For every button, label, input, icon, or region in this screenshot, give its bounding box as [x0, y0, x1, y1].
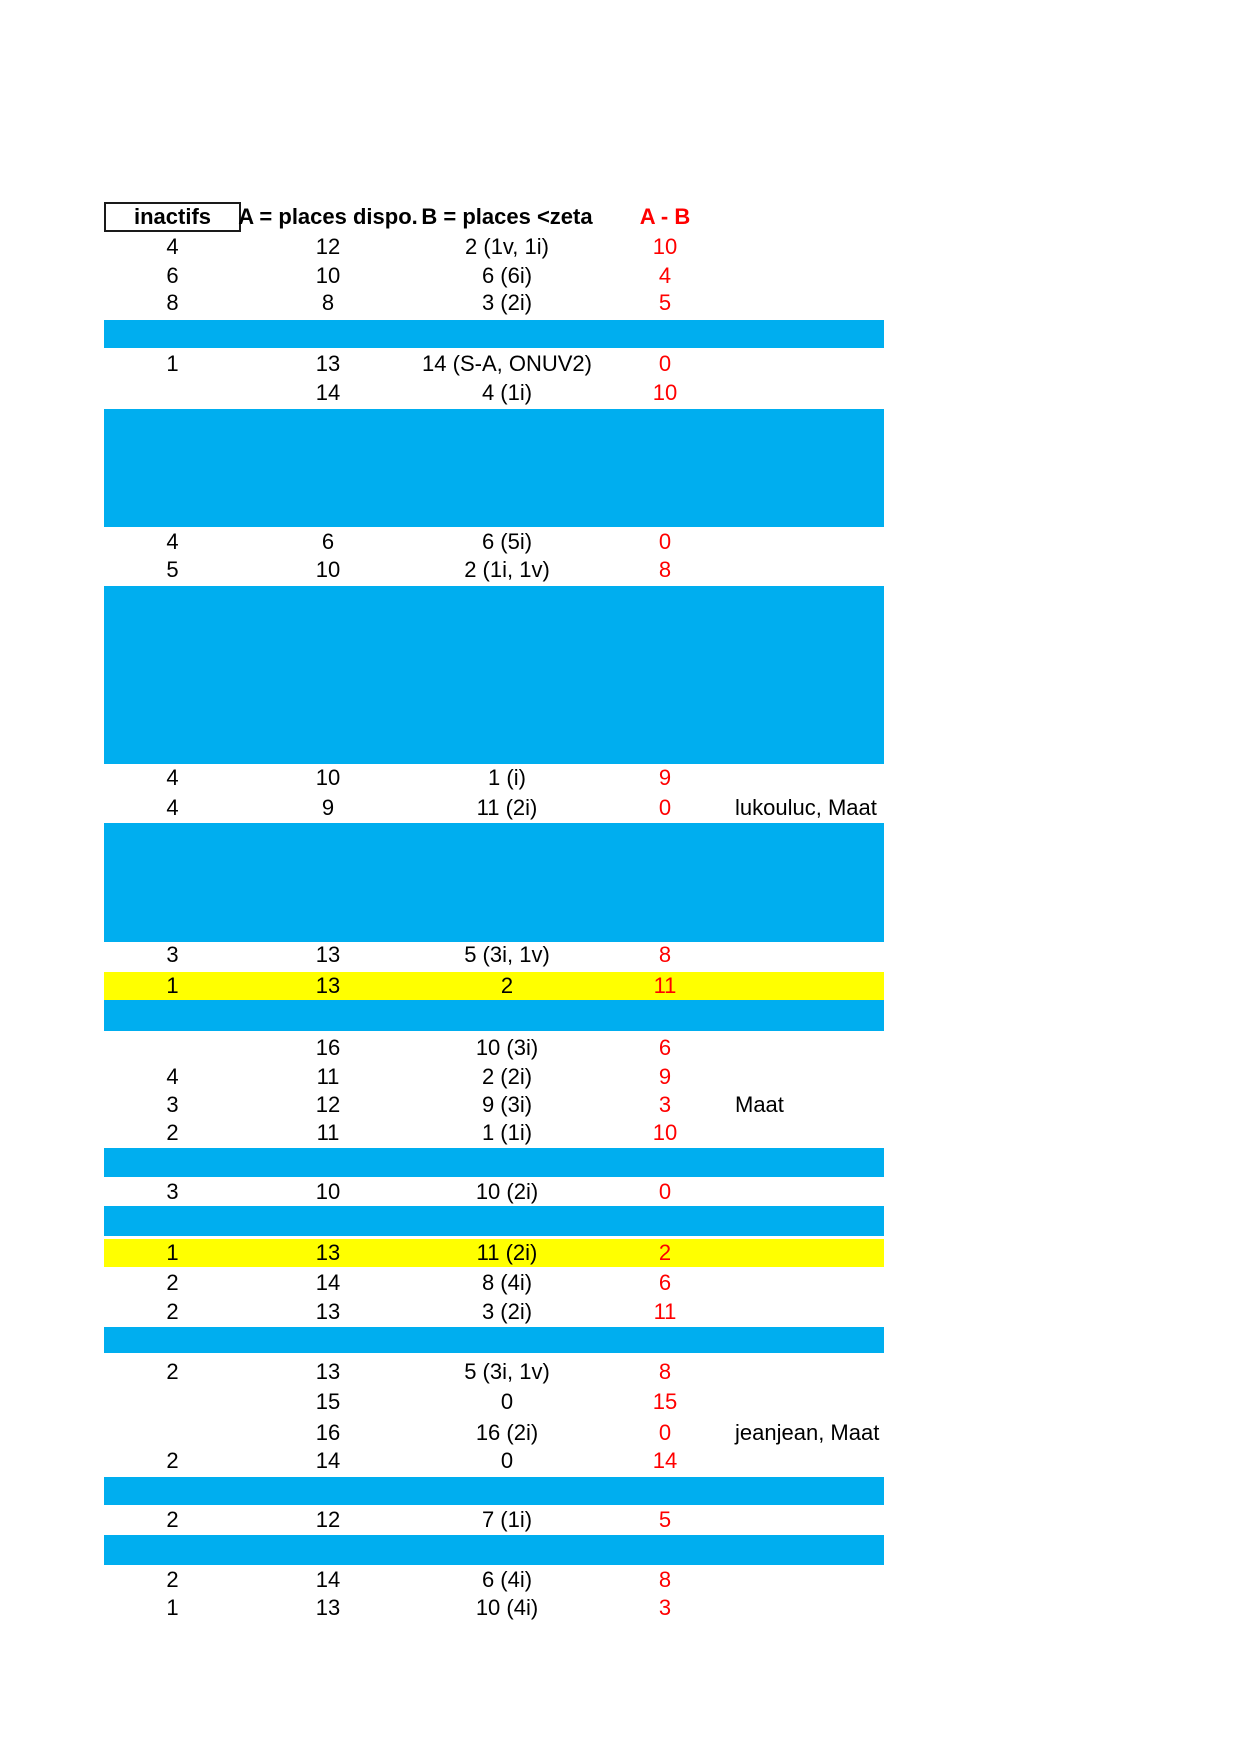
- blue-band: [104, 1000, 884, 1031]
- blue-band: [104, 1206, 884, 1236]
- cell-a-minus-b: 11: [653, 1299, 677, 1324]
- cell-places-zeta: 4 (1i): [481, 380, 533, 405]
- cell-places-zeta: 0: [500, 1448, 514, 1473]
- cell-places-zeta: 6 (4i): [481, 1567, 533, 1592]
- cell-inactifs: 1: [166, 973, 179, 998]
- cell-a-minus-b: 9: [658, 765, 672, 790]
- cell-places-dispo: 13: [315, 973, 341, 998]
- cell-places-zeta: 5 (3i, 1v): [464, 1359, 550, 1384]
- cell-inactifs: 2: [166, 1359, 179, 1384]
- cell-places-zeta: 14 (S-A, ONUV2): [422, 351, 592, 376]
- cell-a-minus-b: 0: [658, 1179, 672, 1204]
- cell-places-dispo: 12: [315, 234, 341, 259]
- cell-places-dispo: 14: [315, 1448, 341, 1473]
- header-col-a: A = places dispo.: [238, 204, 418, 229]
- cell-places-dispo: 12: [315, 1507, 341, 1532]
- cell-places-dispo: 10: [315, 1179, 341, 1204]
- cell-places-zeta: 2 (2i): [481, 1064, 533, 1089]
- header-col-diff: A - B: [639, 204, 691, 229]
- cell-places-dispo: 12: [315, 1092, 341, 1117]
- cell-places-dispo: 14: [315, 1567, 341, 1592]
- cell-a-minus-b: 0: [658, 529, 672, 554]
- cell-places-dispo: 11: [316, 1120, 340, 1145]
- cell-places-dispo: 10: [315, 263, 341, 288]
- header-inactifs-box: [104, 202, 241, 232]
- cell-inactifs: 3: [166, 942, 179, 967]
- blue-band: [104, 320, 884, 348]
- cell-a-minus-b: 0: [658, 795, 672, 820]
- cell-inactifs: 4: [166, 795, 179, 820]
- cell-places-zeta: 6 (6i): [481, 263, 533, 288]
- cell-places-zeta: 3 (2i): [481, 290, 533, 315]
- cell-a-minus-b: 14: [652, 1448, 678, 1473]
- cell-inactifs: 2: [166, 1507, 179, 1532]
- cell-places-zeta: 10 (3i): [475, 1035, 539, 1060]
- header-col-b: B = places <zeta: [421, 204, 593, 229]
- cell-places-dispo: 6: [321, 529, 335, 554]
- blue-band: [104, 1477, 884, 1505]
- cell-inactifs: 3: [166, 1179, 179, 1204]
- cell-a-minus-b: 0: [658, 351, 672, 376]
- cell-places-zeta: 5 (3i, 1v): [464, 942, 550, 967]
- cell-a-minus-b: 10: [652, 234, 678, 259]
- cell-a-minus-b: 8: [658, 942, 672, 967]
- blue-band: [104, 1148, 884, 1177]
- cell-inactifs: 2: [166, 1120, 179, 1145]
- cell-a-minus-b: 11: [653, 973, 677, 998]
- cell-a-minus-b: 3: [658, 1092, 672, 1117]
- cell-inactifs: 1: [166, 1240, 179, 1265]
- cell-inactifs: 1: [166, 1595, 179, 1620]
- cell-inactifs: 4: [166, 529, 179, 554]
- cell-places-zeta: 1 (i): [488, 765, 526, 790]
- cell-a-minus-b: 8: [658, 557, 672, 582]
- cell-inactifs: 8: [166, 290, 179, 315]
- cell-places-dispo: 13: [315, 1595, 341, 1620]
- cell-a-minus-b: 0: [658, 1420, 672, 1445]
- cell-inactifs: 4: [166, 1064, 179, 1089]
- cell-a-minus-b: 5: [658, 1507, 672, 1532]
- blue-band: [104, 586, 884, 764]
- cell-a-minus-b: 4: [658, 263, 672, 288]
- cell-inactifs: 2: [166, 1448, 179, 1473]
- cell-places-dispo: 13: [315, 1240, 341, 1265]
- cell-places-zeta: 11 (2i): [476, 795, 538, 820]
- row-note: lukouluc, Maat: [735, 795, 877, 820]
- cell-inactifs: 2: [166, 1299, 179, 1324]
- cell-places-zeta: 10 (2i): [475, 1179, 539, 1204]
- cell-places-dispo: 9: [321, 795, 335, 820]
- cell-places-dispo: 16: [315, 1420, 341, 1445]
- row-note: Maat: [735, 1092, 784, 1117]
- cell-places-zeta: 8 (4i): [481, 1270, 533, 1295]
- cell-inactifs: 2: [166, 1270, 179, 1295]
- cell-inactifs: 2: [166, 1567, 179, 1592]
- cell-a-minus-b: 3: [658, 1595, 672, 1620]
- header-inactifs-label: inactifs: [133, 204, 212, 229]
- cell-a-minus-b: 9: [658, 1064, 672, 1089]
- cell-places-zeta: 7 (1i): [481, 1507, 533, 1532]
- cell-inactifs: 5: [166, 557, 179, 582]
- cell-places-zeta: 0: [500, 1389, 514, 1414]
- cell-a-minus-b: 10: [652, 380, 678, 405]
- cell-places-zeta: 1 (1i): [481, 1120, 533, 1145]
- cell-places-dispo: 10: [315, 557, 341, 582]
- cell-a-minus-b: 8: [658, 1359, 672, 1384]
- cell-inactifs: 4: [166, 765, 179, 790]
- cell-places-dispo: 11: [316, 1064, 340, 1089]
- cell-places-dispo: 14: [315, 1270, 341, 1295]
- cell-a-minus-b: 2: [658, 1240, 672, 1265]
- cell-places-dispo: 13: [315, 942, 341, 967]
- cell-inactifs: 4: [166, 234, 179, 259]
- cell-a-minus-b: 8: [658, 1567, 672, 1592]
- cell-places-dispo: 14: [315, 380, 341, 405]
- cell-places-zeta: 9 (3i): [481, 1092, 533, 1117]
- blue-band: [104, 1535, 884, 1565]
- cell-places-zeta: 3 (2i): [481, 1299, 533, 1324]
- cell-places-dispo: 13: [315, 351, 341, 376]
- cell-places-dispo: 8: [321, 290, 335, 315]
- cell-places-dispo: 13: [315, 1359, 341, 1384]
- cell-places-zeta: 10 (4i): [475, 1595, 539, 1620]
- cell-inactifs: 6: [166, 263, 179, 288]
- cell-places-dispo: 10: [315, 765, 341, 790]
- cell-places-zeta: 16 (2i): [475, 1420, 539, 1445]
- cell-places-zeta: 11 (2i): [476, 1240, 538, 1265]
- blue-band: [104, 823, 884, 942]
- blue-band: [104, 1327, 884, 1353]
- cell-places-dispo: 13: [315, 1299, 341, 1324]
- cell-a-minus-b: 6: [658, 1270, 672, 1295]
- blue-band: [104, 409, 884, 527]
- cell-inactifs: 1: [166, 351, 179, 376]
- cell-a-minus-b: 5: [658, 290, 672, 315]
- cell-places-zeta: 2 (1v, 1i): [465, 234, 549, 259]
- cell-a-minus-b: 15: [652, 1389, 678, 1414]
- cell-a-minus-b: 6: [658, 1035, 672, 1060]
- row-note: jeanjean, Maat: [735, 1420, 880, 1445]
- cell-places-zeta: 2 (1i, 1v): [464, 557, 550, 582]
- cell-inactifs: 3: [166, 1092, 179, 1117]
- cell-places-zeta: 6 (5i): [481, 529, 533, 554]
- cell-a-minus-b: 10: [652, 1120, 678, 1145]
- cell-places-zeta: 2: [500, 973, 514, 998]
- cell-places-dispo: 16: [315, 1035, 341, 1060]
- cell-places-dispo: 15: [315, 1389, 341, 1414]
